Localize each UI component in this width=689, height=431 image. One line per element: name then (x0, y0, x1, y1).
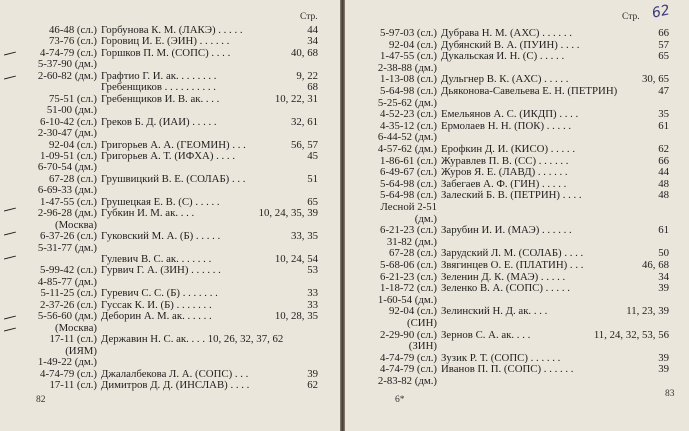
phone-code: 67-28 (сл.) (389, 247, 437, 260)
index-entry (0, 356, 340, 368)
page-number: 83 (665, 389, 675, 399)
page-refs: 46, 68 (642, 259, 669, 271)
person-name: Гребенщиков И. В. ак. . . . (101, 92, 220, 105)
phone-code: 2-83-82 (дм.) (377, 375, 437, 387)
phone-code: 2-96-28 (дм.) (37, 207, 97, 220)
index-entry (0, 368, 340, 380)
index-entry (345, 271, 689, 283)
handwritten-number: 62 (650, 2, 672, 22)
index-entry (0, 207, 340, 219)
phone-code: (Москва) (55, 321, 97, 334)
page-refs: 39 (658, 282, 669, 295)
index-entry (345, 131, 689, 143)
person-name: Горовиц И. Е. (ЭИН) . . . . . . (101, 35, 230, 48)
index-entry (0, 93, 340, 105)
index-entry (345, 155, 689, 167)
index-entry (0, 139, 340, 151)
phone-code: 92-04 (сл.) (49, 138, 97, 151)
phone-code: 6-10-42 (сл.) (40, 115, 97, 128)
page-refs: 53 (307, 264, 318, 277)
person-name: Деборин А. М. ак. . . . . . (101, 310, 212, 323)
phone-code: 6-37-26 (сл.) (40, 230, 97, 243)
index-entry (345, 317, 689, 329)
phone-code: 6-69-33 (дм.) (37, 184, 97, 197)
page-refs: 44 (658, 166, 669, 179)
index-entry (345, 50, 689, 62)
phone-code: 5-37-90 (дм.) (37, 58, 97, 71)
index-entry (345, 178, 689, 190)
page-refs: 34 (658, 270, 669, 283)
index-entry (0, 287, 340, 299)
person-name: Зелинский Н. Д. ак. . . . (441, 305, 548, 318)
page-refs: 62 (307, 378, 318, 391)
index-entry (0, 264, 340, 276)
person-name: Горшков П. М. (СОПС) . . . . (101, 46, 231, 59)
phone-code: 1-47-55 (сл.) (380, 50, 437, 63)
phone-code: 1-09-51 (сл.) (40, 149, 97, 162)
index-entry (345, 39, 689, 51)
page-refs: 9, 22 (296, 69, 318, 82)
phone-code: 6-49-67 (сл.) (380, 166, 437, 179)
phone-code: 5-25-62 (дм.) (377, 96, 437, 109)
page-refs: 30, 65 (642, 73, 669, 86)
page-refs: 11, 23, 39 (626, 305, 669, 318)
index-entry (0, 70, 340, 82)
person-name: Гулевич В. С. ак. . . . . . . (101, 253, 212, 265)
index-entry (345, 62, 689, 74)
person-name: Зузик Р. Т. (СОПС) . . . . . . (441, 351, 561, 364)
person-name: Журавлев П. В. (СС) . . . . . . (441, 154, 569, 167)
page-refs: 47 (658, 85, 669, 97)
index-entry (0, 322, 340, 334)
person-name: Графтио Г. И. ак. . . . . . . . (101, 69, 217, 82)
phone-code: 1-49-22 (дм.) (37, 356, 97, 369)
person-name: Звягинцев О. Е. (ПЛАТИН) . . . (441, 259, 584, 271)
index-entry (0, 58, 340, 70)
person-name: Греков Б. Д. (ИАИ) . . . . . (101, 115, 217, 128)
phone-code: (Москва) (55, 218, 97, 231)
phone-code: 6-44-52 (дм.) (377, 131, 437, 144)
phone-code: 92-04 (сл.) (389, 305, 437, 318)
index-entry (0, 276, 340, 288)
phone-code: 5-56-60 (дм.) (37, 310, 97, 323)
index-entry (345, 375, 689, 387)
person-name: Емельянов А. С. (ИКДП) . . . . (441, 108, 579, 121)
page-refs: 10, 24, 35, 39 (258, 207, 318, 220)
index-entry (0, 299, 340, 311)
phone-code: 6-21-23 (сл.) (380, 270, 437, 283)
index-entry (0, 24, 340, 36)
phone-code: 2-29-90 (сл.) (380, 328, 437, 341)
page-refs: 65 (658, 50, 669, 63)
index-entry (0, 116, 340, 128)
person-name: Зарубин И. И. (МАЭ) . . . . . . (441, 224, 572, 237)
phone-code: 2-60-82 (дм.) (37, 69, 97, 82)
person-name: Зеленин Д. К. (МАЭ) . . . . . (441, 270, 566, 283)
phone-code: 4-85-77 (дм.) (37, 275, 97, 288)
index-entry (0, 379, 340, 391)
page-refs: 33 (307, 298, 318, 311)
person-name: Григорьев А. А. (ГЕОМИН) . . . (101, 138, 246, 151)
index-entry (0, 35, 340, 47)
page-refs: 48 (658, 189, 669, 202)
phone-code: 5-64-98 (сл.) (380, 189, 437, 202)
person-name: Журов Я. Е. (ЛАВД) . . . . . . (441, 166, 568, 179)
person-name: Дубрава Н. М. (АХС) . . . . . . (441, 27, 572, 39)
phone-code: 4-57-62 (дм.) (377, 143, 437, 155)
person-name: Залеский Б. В. (ПЕТРИН) . . . . (441, 189, 582, 202)
page-refs: 61 (658, 119, 669, 132)
phone-code: 1-60-54 (дм.) (377, 293, 437, 306)
index-entry (0, 150, 340, 162)
person-name: Зарудский Л. М. (СОЛАБ) . . . . (441, 247, 584, 260)
index-entry (345, 120, 689, 132)
index-entry (345, 85, 689, 97)
person-name: Димитров Д. Д. (ИНСЛАВ) . . . . (101, 378, 250, 391)
phone-code: 51-00 (дм.) (46, 104, 97, 117)
index-entry (0, 219, 340, 231)
index-entry (0, 310, 340, 322)
index-entry (0, 184, 340, 196)
person-name: Грушецкая Е. В. (С) . . . . . (101, 195, 220, 208)
phone-code: (дм.) (414, 212, 437, 225)
page-refs: 61 (658, 224, 669, 237)
person-name: Иванов П. П. (СОПС) . . . . . . (441, 363, 574, 376)
page-refs: 44 (307, 24, 318, 36)
page-refs: 33, 35 (291, 230, 318, 243)
phone-code: 5-68-06 (сл.) (380, 259, 437, 271)
page-refs: 39 (658, 363, 669, 376)
index-entry (0, 173, 340, 185)
person-name: Дьяконова-Савельева Е. Н. (ПЕТРИН) (441, 85, 618, 97)
index-entry (345, 282, 689, 294)
person-name: Державин Н. С. ак. . . . 10, 26, 32, 37, 62 (101, 333, 284, 346)
index-entry (0, 253, 340, 265)
index-entry (345, 340, 689, 352)
person-name: Гуревич С. С. (Б) . . . . . . . (101, 287, 218, 300)
index-entry (345, 224, 689, 236)
page-refs: 35 (658, 108, 669, 121)
phone-code: 31-82 (дм.) (386, 235, 437, 248)
page-refs: 40, 68 (291, 46, 318, 59)
page-refs: 10, 24, 54 (274, 253, 318, 265)
person-name: Грушвицкий В. Е. (СОЛАБ) . . . (101, 172, 246, 185)
person-name: Зернов С. А. ак. . . . (441, 328, 531, 341)
phone-code: 5-97-03 (сл.) (380, 27, 437, 39)
person-name: Губкин И. М. ак. . . . (101, 207, 195, 220)
person-name: Горбунова К. М. (ЛАКЭ) . . . . . (101, 24, 243, 36)
person-name: Зеленко В. А. (СОПС) . . . . . (441, 282, 570, 295)
phone-code: 2-38-88 (дм.) (377, 61, 437, 74)
index-entry (345, 247, 689, 259)
phone-code: 4-74-79 (сл.) (40, 367, 97, 380)
phone-code: 46-48 (сл.) (49, 24, 97, 36)
index-entry (345, 305, 689, 317)
page-refs: 39 (307, 367, 318, 380)
page-refs: 48 (658, 177, 669, 190)
index-entry (345, 294, 689, 306)
phone-code: 6-70-54 (дм.) (37, 161, 97, 174)
page-refs: 56, 57 (291, 138, 318, 151)
page-refs: 10, 22, 31 (274, 92, 318, 105)
index-entry (345, 329, 689, 341)
page-refs: 39 (658, 351, 669, 364)
phone-code: 1-86-61 (сл.) (380, 154, 437, 167)
page-refs: 66 (658, 154, 669, 167)
phone-code: 1-47-55 (сл.) (40, 195, 97, 208)
phone-code: (ИЯМ) (65, 344, 97, 357)
phone-code: 4-74-79 (сл.) (380, 351, 437, 364)
phone-code: 4-74-79 (сл.) (380, 363, 437, 376)
page-refs: 62 (658, 143, 669, 155)
page-refs: 45 (307, 149, 318, 162)
person-name: Дукальская И. Н. (С) . . . . . (441, 50, 565, 63)
person-name: Дубянский В. А. (ПУИН) . . . . (441, 38, 580, 51)
phone-code: 2-30-47 (дм.) (37, 127, 97, 140)
person-name: Гуковский М. А. (Б) . . . . . (101, 230, 221, 243)
index-entry (0, 242, 340, 254)
left-page (0, 0, 340, 431)
index-entry (0, 104, 340, 116)
right-page (345, 0, 689, 431)
phone-code: 5-31-77 (дм.) (37, 241, 97, 254)
index-entry (0, 127, 340, 139)
index-entry (345, 236, 689, 248)
phone-code: 2-37-26 (сл.) (40, 298, 97, 311)
phone-code: 67-28 (сл.) (49, 172, 97, 185)
page-refs: 50 (658, 247, 669, 260)
phone-code: 17-11 (сл.) (49, 333, 97, 346)
index-entry (0, 345, 340, 357)
phone-code: Лесной 2-51 (380, 201, 437, 213)
index-entry (345, 97, 689, 109)
index-entry (345, 213, 689, 225)
person-name: Забегаев А. Ф. (ГИН) . . . . . (441, 177, 567, 190)
page-header-label: Стр. (300, 12, 318, 22)
index-entry (0, 161, 340, 173)
page-number: 82 (36, 395, 46, 405)
person-name: Гуссак К. И. (Б) . . . . . . . (101, 298, 212, 311)
phone-code: 5-64-98 (сл.) (380, 177, 437, 190)
index-entry (0, 196, 340, 208)
person-name: Ерофкин Д. И. (КИСО) . . . . . (441, 143, 576, 155)
page-refs: 10, 28, 35 (274, 310, 318, 323)
index-entry (345, 363, 689, 375)
phone-code: 6-21-23 (сл.) (380, 224, 437, 237)
phone-code: (СИН) (407, 317, 437, 329)
index-entry (0, 81, 340, 93)
index-entry (345, 166, 689, 178)
phone-code: 4-35-12 (сл.) (380, 119, 437, 132)
phone-code: 73-76 (сл.) (49, 35, 97, 48)
person-name: Дульгнер В. К. (АХС) . . . . . (441, 73, 569, 86)
index-entry (345, 73, 689, 85)
page-refs: 33 (307, 287, 318, 300)
phone-code: 4-52-23 (сл.) (380, 108, 437, 121)
index-entry (345, 27, 689, 39)
signature-mark: 6* (395, 395, 405, 405)
index-entry (0, 230, 340, 242)
index-entry (345, 143, 689, 155)
person-name: Джалалбекова Л. А. (СОПС) . . . (101, 367, 249, 380)
page-refs: 51 (307, 172, 318, 185)
index-entry (345, 108, 689, 120)
page-refs: 68 (307, 81, 318, 94)
phone-code: 5-99-42 (сл.) (40, 264, 97, 277)
index-entry (345, 352, 689, 364)
page-refs: 11, 24, 32, 53, 56 (593, 328, 669, 341)
page-refs: 65 (307, 195, 318, 208)
phone-code: 75-51 (сл.) (49, 92, 97, 105)
person-name: Гурвич Г. А. (ЗИН) . . . . . . (101, 264, 221, 277)
page-refs: 32, 61 (291, 115, 318, 128)
index-entry (0, 333, 340, 345)
phone-code: (ЗИН) (408, 340, 437, 353)
page-header-label: Стр. (622, 12, 640, 22)
phone-code: 4-74-79 (сл.) (40, 46, 97, 59)
phone-code: 1-18-72 (сл.) (380, 282, 437, 295)
person-name: Григорьев А. Т. (ИФХА) . . . . (101, 149, 236, 162)
index-entry (345, 189, 689, 201)
phone-code: 5-64-98 (сл.) (380, 85, 437, 97)
person-name: Ермолаев Н. Н. (ПОК) . . . . . (441, 119, 572, 132)
phone-code: 1-13-08 (сл.) (380, 73, 437, 86)
index-entry (0, 47, 340, 59)
page-refs: 34 (307, 35, 318, 48)
page-refs: 66 (658, 27, 669, 39)
index-entry (345, 201, 689, 213)
phone-code: 92-04 (сл.) (389, 38, 437, 51)
phone-code: 17-11 (сл.) (49, 378, 97, 391)
person-name: Гребенщиков . . . . . . . . . . (101, 81, 216, 94)
page-refs: 57 (658, 38, 669, 51)
index-entry (345, 259, 689, 271)
phone-code: 5-11-25 (сл.) (40, 287, 97, 300)
